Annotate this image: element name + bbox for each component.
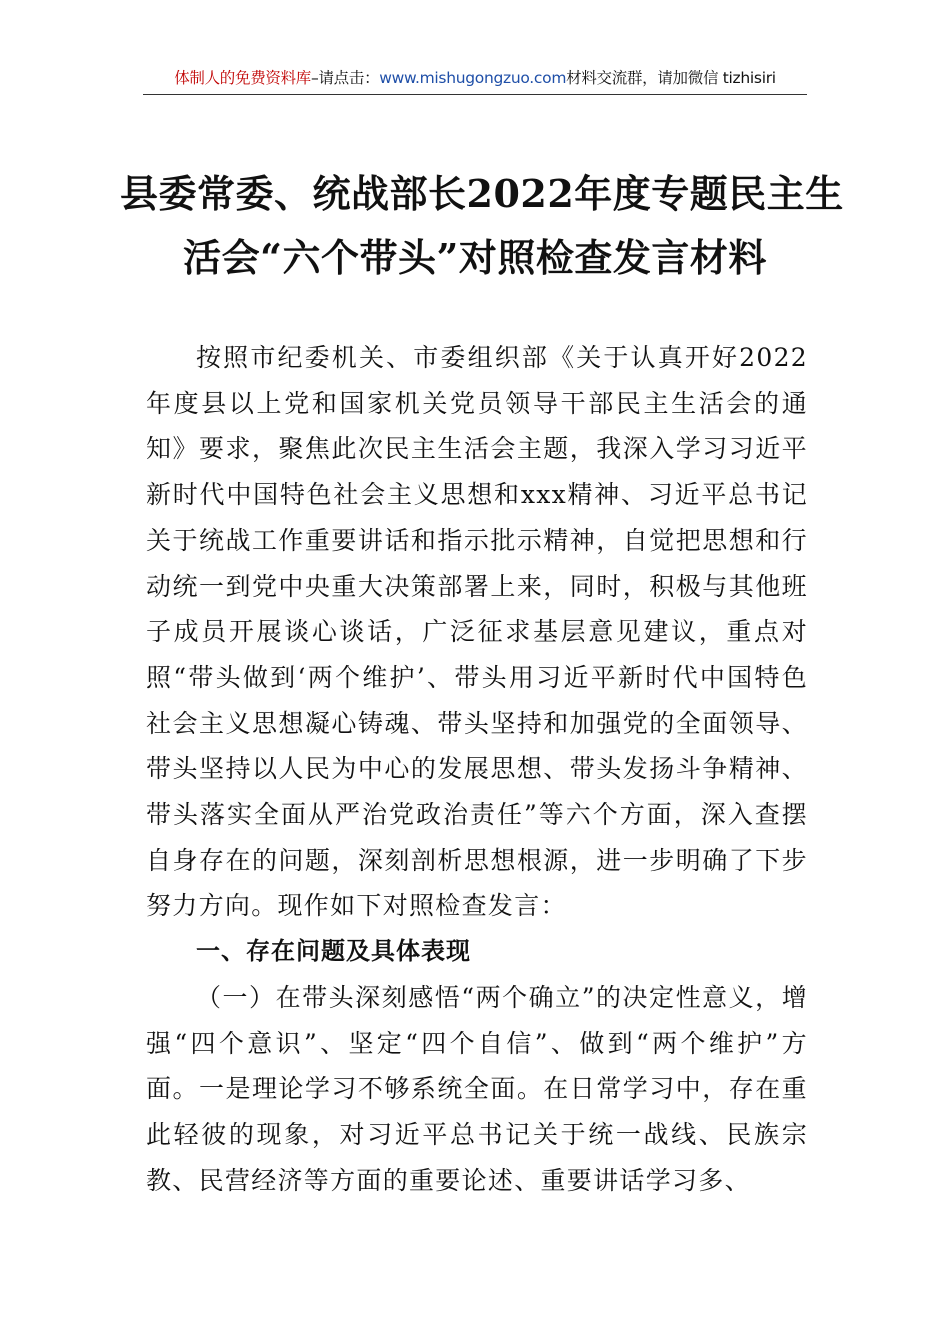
header-prompt: –请点击： [311, 69, 380, 87]
title-line-2: 活会“六个带头”对照检查发言材料 [183, 235, 767, 280]
document-body [146, 335, 808, 1203]
section-heading: 一、存在问题及具体表现 [196, 937, 471, 966]
title-line-1: 县委常委、统战部长2022年度专题民主生 [120, 171, 844, 216]
intro-paragraph: 按照市纪委机关、市委组织部《关于认真开好2022年度县以上党和国家机关党员领导干部民主生活会的通知》要求，聚焦此次民主生活会主题，我深入学习习近平新时代中国特色社会主义思想和xxx精神、习近平总书记关于统战工作重要讲话和指示批示精神，自觉把思想和行动统一到党中央重大决策部署上来，同时，积极与其他班子成员开展谈心谈话，广泛征求基层意见建议，重点对照“带头做到‘两个维护’、带头用习近平新时代中国特色社会主义思想凝心铸魂、带头坚持和加强党的全面领导、带头坚持以人民为中心的发展思想、带头发扬斗争精神、带头落实全面从严治党政治责任”等六个方面，深入查摆自身存在的问题，深刻剖析思想根源，进一步明确了下步努力方向。现作如下对照检查发言： [146, 343, 808, 921]
section-paragraph: （一）在带头深刻感悟“两个确立”的决定性意义，增强“四个意识”、坚定“四个自信”、做到“两个维护”方面。一是理论学习不够系统全面。在日常学习中，存在重此轻彼的现象，对习近平总书记关于统一战线、民族宗教、民营经济等方面的重要论述、重要讲话学习多、 [146, 982, 808, 1195]
page-header [143, 64, 807, 95]
header-brand: 体制人的免费资料库 [174, 69, 312, 87]
header-tail: 材料交流群，请加微信 tizhisiri [566, 69, 776, 87]
header-url-link[interactable]: www.mishugongzuo.com [379, 69, 567, 87]
document-title [120, 162, 844, 290]
